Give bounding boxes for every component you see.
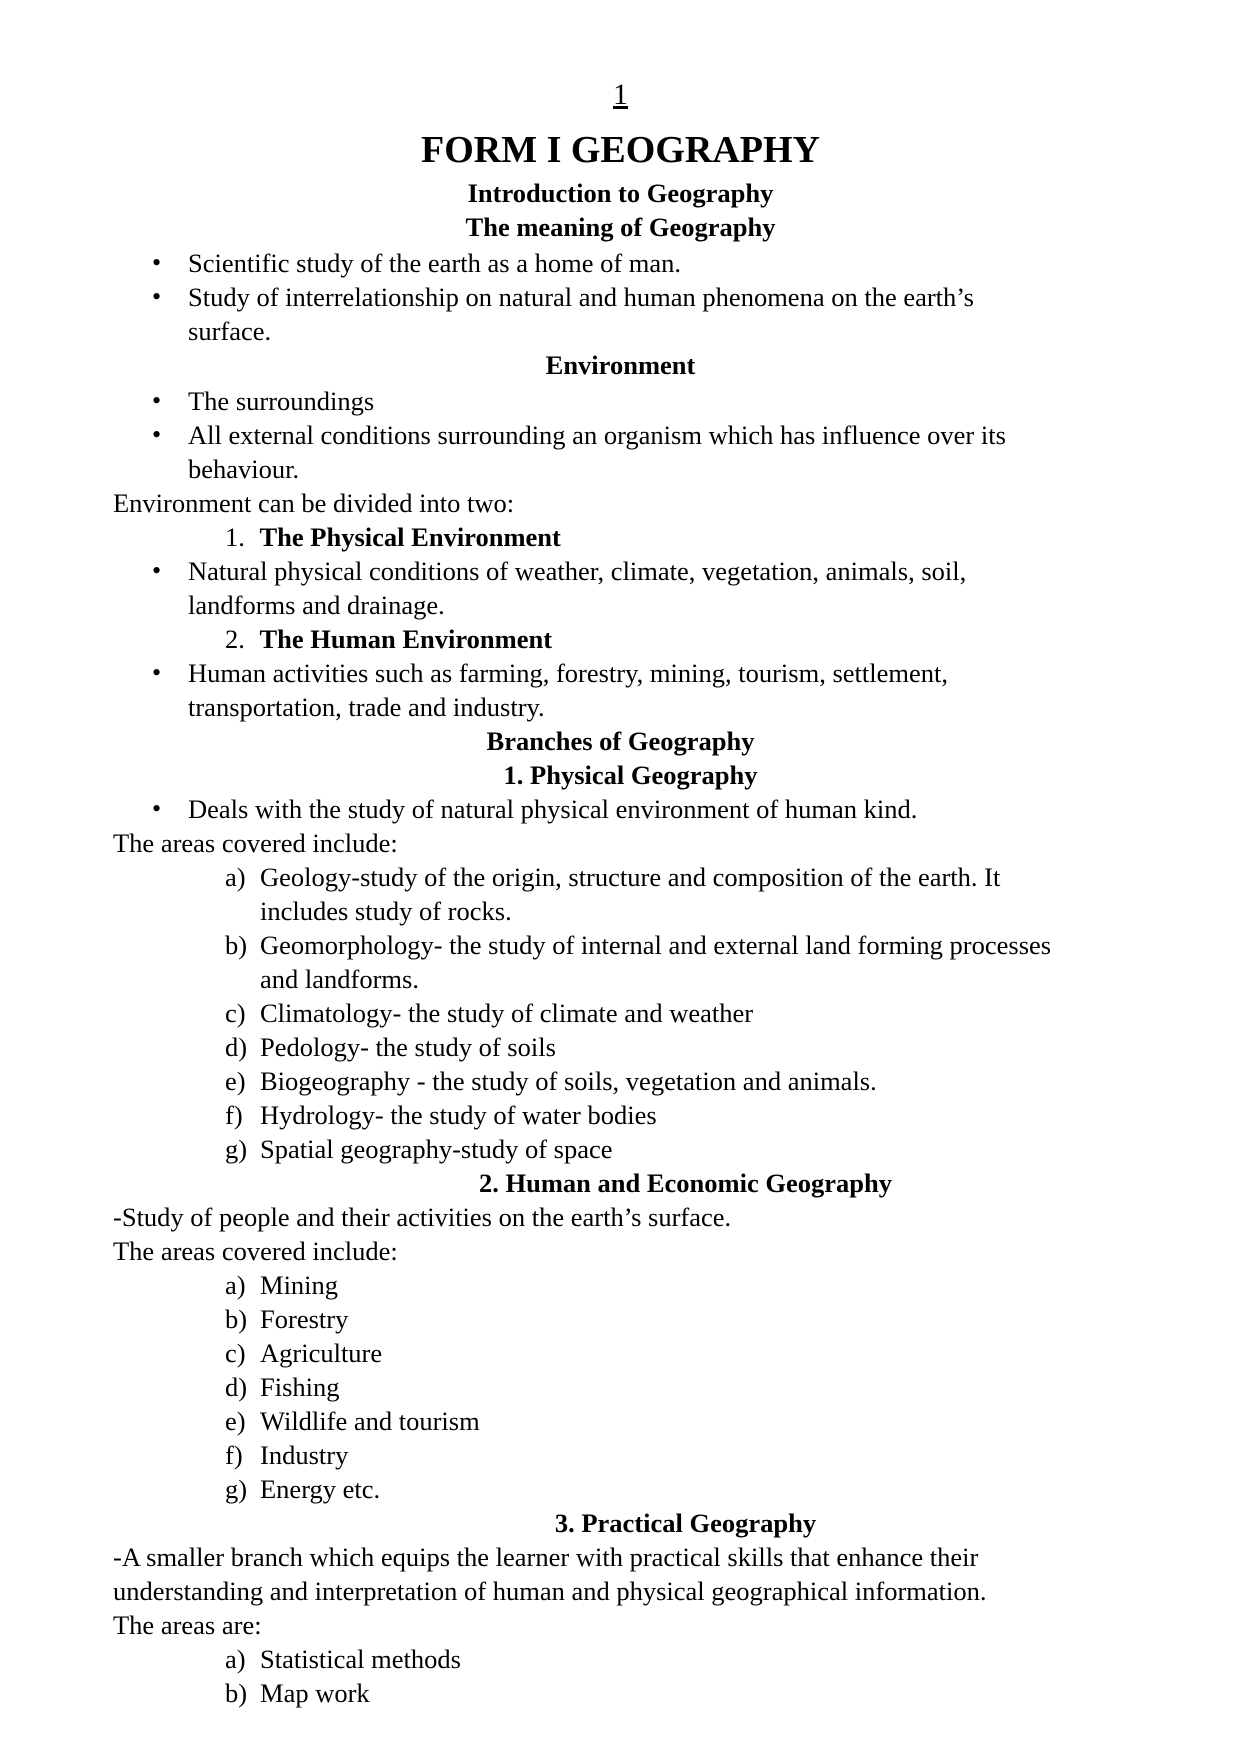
meaning-point: Study of interrelationship on natural and human phenomena on the earth’s [188, 282, 974, 312]
list-item-text: Geomorphology- the study of internal and external land forming processes [260, 930, 1052, 960]
list-marker: d) [225, 1032, 248, 1062]
human-geography-description: -Study of people and their activities on the earth’s surface. [113, 1202, 732, 1232]
physical-environment-point: Natural physical conditions of weather, climate, vegetation, animals, soil, [188, 556, 967, 586]
physical-environment-point-continued: landforms and drainage. [188, 590, 445, 620]
environment-point: The surroundings [188, 386, 375, 416]
list-marker: b) [225, 930, 248, 960]
environment-heading: Environment [545, 350, 696, 380]
human-environment-point-continued: transportation, trade and industry. [188, 692, 545, 722]
list-item [225, 1132, 613, 1166]
subtitle: Introduction to Geography [467, 178, 774, 208]
list-item-text: Climatology- the study of climate and weather [260, 998, 754, 1028]
bullet-icon: • [152, 282, 162, 311]
list-marker: a) [225, 862, 246, 892]
list-item [225, 1438, 348, 1472]
list-item [225, 1030, 556, 1064]
practical-geography-description-continued: understanding and interpretation of human and physical geographical information. [113, 1576, 987, 1606]
list-item-text: Agriculture [260, 1338, 383, 1368]
list-item [225, 1098, 657, 1132]
list-marker: c) [225, 998, 246, 1028]
environment-division-text: Environment can be divided into two: [113, 488, 515, 518]
list-item [225, 996, 753, 1030]
list-item-text: Pedology- the study of soils [260, 1032, 556, 1062]
bullet-icon: • [152, 556, 162, 585]
list-item [225, 1268, 338, 1302]
areas-intro: The areas covered include: [113, 1236, 398, 1266]
numbered-heading [225, 520, 561, 554]
bullet-icon: • [152, 658, 162, 687]
list-marker: g) [225, 1134, 248, 1164]
list-item [225, 1472, 380, 1506]
list-marker: c) [225, 1338, 246, 1368]
list-item-text: Industry [260, 1440, 349, 1470]
bullet-icon: • [152, 420, 162, 449]
list-marker: e) [225, 1066, 246, 1096]
list-number: 2. [225, 624, 245, 654]
list-item [225, 928, 1051, 962]
page-number: 1 [613, 78, 628, 111]
list-item-text: Mining [260, 1270, 339, 1300]
list-item [225, 1302, 348, 1336]
list-item-text: Energy etc. [260, 1474, 381, 1504]
practical-geography-description: -A smaller branch which equips the learner with practical skills that enhance their [113, 1542, 979, 1572]
list-item-text: and landforms. [260, 964, 419, 994]
human-environment-point: Human activities such as farming, forestry, mining, tourism, settlement, [188, 658, 948, 688]
human-geography-heading: 2. Human and Economic Geography [478, 1168, 892, 1198]
list-item-text: Wildlife and tourism [260, 1406, 480, 1436]
meaning-point-continued: surface. [188, 316, 272, 346]
list-marker: a) [225, 1644, 246, 1674]
physical-environment-title: The Physical Environment [259, 522, 561, 552]
list-item [225, 1064, 877, 1098]
list-marker: g) [225, 1474, 248, 1504]
list-item-text: Hydrology- the study of water bodies [260, 1100, 657, 1130]
physical-geography-heading: 1. Physical Geography [503, 760, 758, 790]
list-item [225, 894, 512, 928]
page-title: FORM I GEOGRAPHY [421, 129, 820, 171]
bullet-icon: • [152, 794, 162, 823]
list-item-text: Biogeography - the study of soils, vegetation and animals. [260, 1066, 877, 1096]
list-item-text: Map work [260, 1678, 370, 1708]
list-item [225, 1642, 461, 1676]
list-marker: b) [225, 1678, 248, 1708]
human-environment-title: The Human Environment [259, 624, 553, 654]
list-item-text: Spatial geography-study of space [260, 1134, 613, 1164]
meaning-heading: The meaning of Geography [465, 212, 776, 242]
branches-heading: Branches of Geography [486, 726, 755, 756]
list-item [225, 1370, 340, 1404]
list-number: 1. [225, 522, 245, 552]
list-item-text: Forestry [260, 1304, 349, 1334]
list-marker: f) [225, 1440, 243, 1470]
list-item-text: Geology-study of the origin, structure and composition of the earth. It [260, 862, 1001, 892]
list-item [225, 860, 1000, 894]
list-item [225, 962, 419, 996]
list-marker: d) [225, 1372, 248, 1402]
list-marker: b) [225, 1304, 248, 1334]
practical-geography-heading: 3. Practical Geography [554, 1508, 817, 1538]
list-marker: f) [225, 1100, 243, 1130]
list-item [225, 1676, 370, 1710]
meaning-point: Scientific study of the earth as a home of man. [188, 248, 682, 278]
numbered-heading [225, 622, 552, 656]
list-item-text: Statistical methods [260, 1644, 461, 1674]
list-item-text: includes study of rocks. [260, 896, 512, 926]
areas-intro: The areas covered include: [113, 828, 398, 858]
list-item [225, 1336, 382, 1370]
list-marker: a) [225, 1270, 246, 1300]
environment-point-continued: behaviour. [188, 454, 300, 484]
list-item [225, 1404, 480, 1438]
physical-geography-point: Deals with the study of natural physical environment of human kind. [188, 794, 918, 824]
environment-point: All external conditions surrounding an organism which has influence over its [188, 420, 1006, 450]
bullet-icon: • [152, 248, 162, 277]
list-marker: e) [225, 1406, 246, 1436]
list-item-text: Fishing [260, 1372, 340, 1402]
areas-intro: The areas are: [113, 1610, 262, 1640]
bullet-icon: • [152, 386, 162, 415]
